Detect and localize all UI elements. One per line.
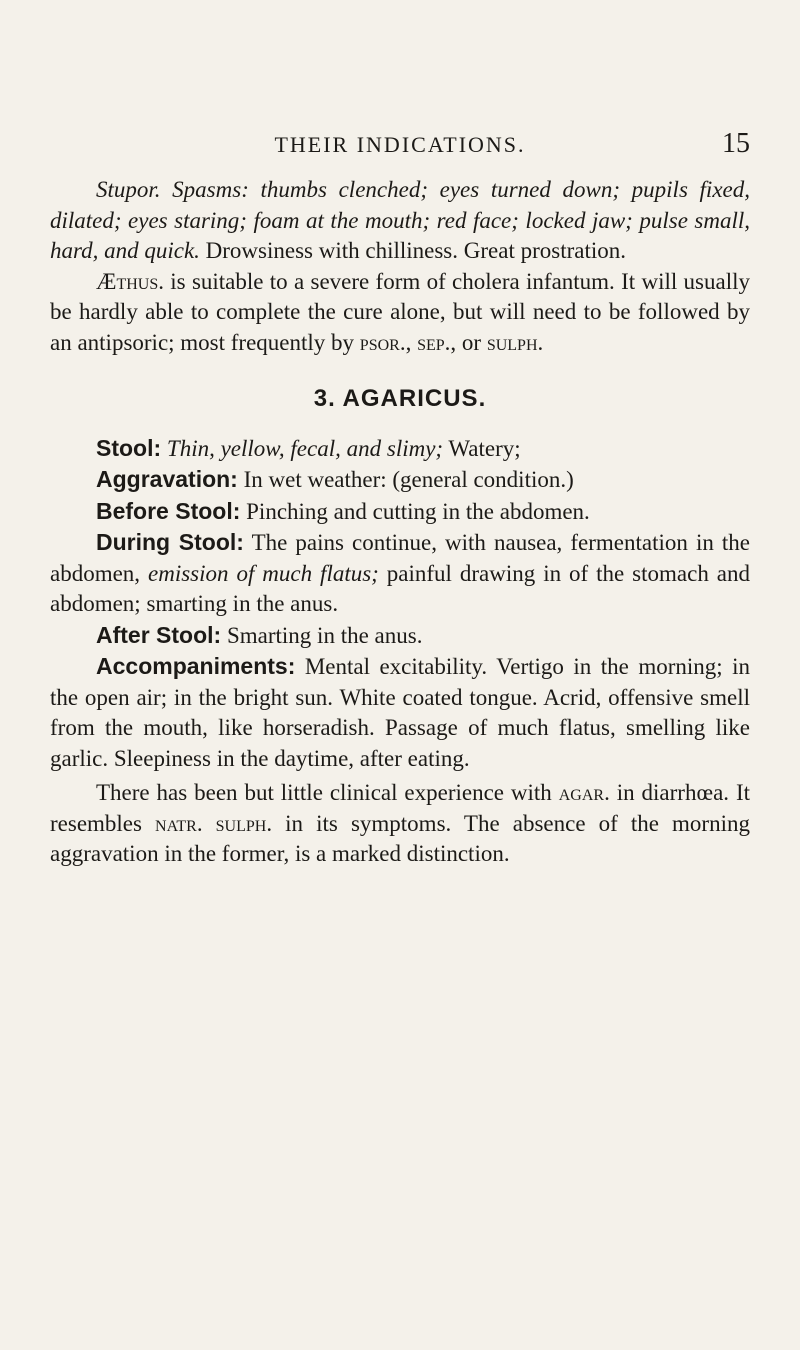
- entry-text: Pinching and cutting in the abdomen.: [240, 498, 590, 524]
- entry-text: Smarting in the anus.: [221, 622, 423, 648]
- entry-stool: [50, 433, 750, 465]
- entry-label: Aggravation:: [96, 466, 238, 492]
- remedy-abbrev: agar.: [558, 780, 610, 805]
- page-header: [50, 128, 750, 168]
- remedy-abbrev: sulph.: [486, 329, 544, 355]
- paragraph-closing: [50, 778, 750, 870]
- entry-label: Accompaniments:: [96, 653, 296, 679]
- running-head: THEIR INDICATIONS.: [274, 132, 526, 157]
- entry-label: Before Stool:: [96, 497, 241, 524]
- page-number: 15: [722, 128, 750, 159]
- section-title: 3. AGARICUS.: [313, 385, 487, 412]
- entry-before-stool: [50, 496, 750, 528]
- body-text: [50, 175, 750, 870]
- paragraph-text: There has been but little clinical experience with: [96, 780, 559, 805]
- entry-text: In wet weather: (general condition.): [237, 467, 574, 492]
- paragraph-text: Drowsiness with chilliness. Great prostration.: [199, 238, 626, 263]
- entry-label: Stool:: [96, 434, 162, 461]
- entry-during-stool: [50, 527, 750, 620]
- paragraph-text: in its symptoms. The absence of the morning aggravation in the former, is a marked distinction.: [50, 810, 750, 866]
- entry-italic: emission of much flatus;: [148, 560, 379, 586]
- paragraph-aethus: [50, 267, 750, 359]
- entry-text: Mental excitability. Vertigo in the morning; in the open air; in the bright sun. White coated tongue. Acrid, offensive smell from the mouth, like horseradish. Passage of much flatus, smelling like garlic. Sleepiness in the daytime, after eating.: [50, 654, 750, 771]
- paragraph-text: or: [456, 329, 487, 355]
- entry-text: Watery;: [443, 435, 521, 461]
- entry-aggravation: [50, 464, 750, 496]
- entry-text: The pains continue, with nausea, fermentation in the abdomen,: [50, 530, 750, 586]
- remedy-abbrev: psor., sep.,: [359, 329, 457, 355]
- entry-accompaniments: [50, 651, 750, 774]
- entry-text: painful drawing in of the stomach and abdomen; smarting in the anus.: [50, 560, 750, 616]
- remedy-name: Æthus.: [96, 268, 164, 294]
- symptom-italic-text: Stupor. Spasms: thumbs clenched; eyes turned down; pupils fixed, dilated; eyes staring; foam at the mouth; red face; locked jaw; pulse small, hard, and quick.: [50, 177, 750, 263]
- entry-italic: Thin, yellow, fecal, and slimy;: [161, 435, 444, 461]
- entry-label: During Stool:: [96, 529, 244, 555]
- entry-after-stool: [50, 620, 750, 652]
- paragraph-stupor: [50, 175, 750, 267]
- entry-label: After Stool:: [96, 621, 222, 648]
- paragraph-text: in diarrhœa. It resembles: [50, 780, 750, 836]
- book-page: [50, 0, 750, 1350]
- paragraph-text: is suitable to a severe form of cholera infantum. It will usually be hardly able to complete the cure alone, but will need to be followed by an antipsoric; most frequently by: [50, 268, 750, 355]
- remedy-abbrev: natr. sulph.: [155, 810, 273, 836]
